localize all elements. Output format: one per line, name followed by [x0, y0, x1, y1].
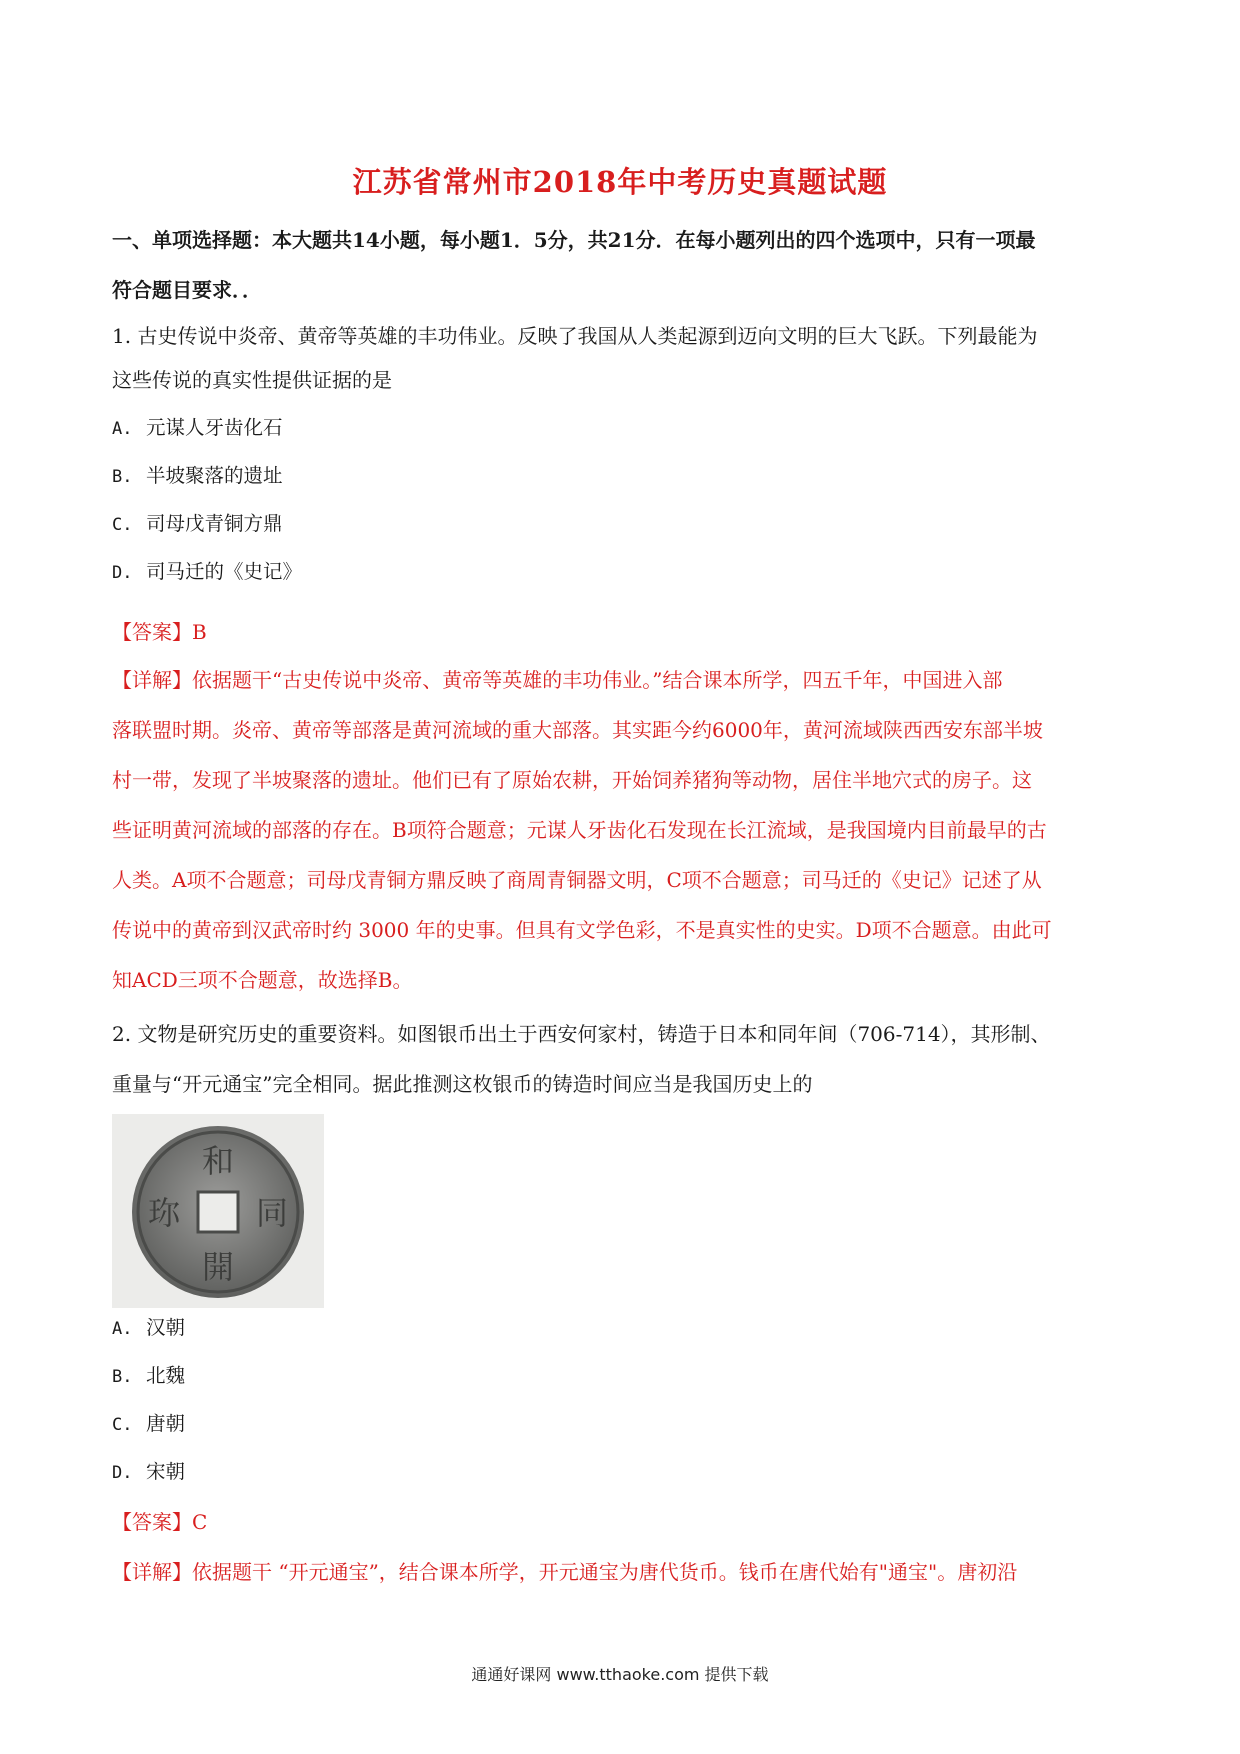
footer-source: 通通好课网 www.tthaoke.com 提供下载 — [471, 1665, 769, 1684]
q1-option-c — [112, 510, 283, 539]
coin-square-hole — [198, 1192, 238, 1232]
option-text: 北魏 — [146, 1364, 186, 1387]
option-letter: D. — [112, 1463, 133, 1483]
q1-stem-line-2: 这些传说的真实性提供证据的是 — [112, 368, 392, 392]
q1-detail-line: 些证明黄河流域的部落的存在。B项符合题意；元谋人牙齿化石发现在长江流域，是我国境内目前最早的古 — [112, 818, 1047, 842]
q2-stem-line-1: 2. 文物是研究历史的重要资料。如图银币出土于西安何家村，铸造于日本和同年间（706-714），其形制、 — [112, 1022, 1051, 1046]
q1-stem-line-1: 1. 古史传说中炎帝、黄帝等英雄的丰功伟业。反映了我国从人类起源到迈向文明的巨大飞跃。下列最能为 — [112, 324, 1038, 348]
option-text: 汉朝 — [146, 1316, 186, 1339]
q1-detail-line: 村一带，发现了半坡聚落的遗址。他们已有了原始农耕，开始饲养猪狗等动物，居住半地穴式的房子。这 — [112, 768, 1032, 792]
coin-illustration — [112, 1114, 324, 1308]
option-text: 半坡聚落的遗址 — [146, 464, 283, 487]
q1-option-a — [112, 414, 283, 443]
section-heading-line-2: 符合题目要求．． — [112, 278, 262, 302]
coin-image — [112, 1114, 324, 1308]
q2-option-b — [112, 1362, 185, 1391]
q2-option-c — [112, 1410, 185, 1439]
coin-char-left: 珎 — [147, 1194, 181, 1232]
option-text: 元谋人牙齿化石 — [146, 416, 283, 439]
q1-detail-line: 【详解】依据题干“古史传说中炎帝、黄帝等英雄的丰功伟业。”结合课本所学，四五千年，中国进入部 — [112, 668, 1003, 692]
coin-char-top: 和 — [201, 1142, 235, 1180]
q1-detail-line: 传说中的黄帝到汉武帝时约 3000 年的史事。但具有文学色彩，不是真实性的史实。D项不合题意。由此可 — [112, 918, 1052, 942]
option-letter: B. — [112, 467, 133, 487]
q2-answer: 【答案】C — [112, 1510, 208, 1534]
q2-option-d — [112, 1458, 185, 1487]
option-letter: A. — [112, 1319, 133, 1339]
option-letter: A. — [112, 419, 133, 439]
option-text: 司马迁的《史记》 — [146, 560, 303, 583]
q1-detail-line: 知ACD三项不合题意，故选择B。 — [112, 968, 413, 992]
option-text: 宋朝 — [146, 1460, 186, 1483]
q1-option-d — [112, 558, 302, 587]
option-text: 唐朝 — [146, 1412, 186, 1435]
option-text: 司母戊青铜方鼎 — [146, 512, 283, 535]
option-letter: B. — [112, 1367, 133, 1387]
option-letter: D. — [112, 563, 133, 583]
q2-detail-line: 【详解】依据题干 “开元通宝”，结合课本所学，开元通宝为唐代货币。钱币在唐代始有"通宝"。唐初沿 — [112, 1560, 1018, 1584]
section-heading-line-1: 一、单项选择题：本大题共14小题，每小题1．5分，共21分．在每小题列出的四个选项中，只有一项最 — [112, 228, 1036, 252]
q1-answer: 【答案】B — [112, 620, 207, 644]
q1-option-b — [112, 462, 283, 491]
q1-detail-line: 人类。A项不合题意；司母戊青铜方鼎反映了商周青铜器文明，C项不合题意；司马迁的《史记》记述了从 — [112, 868, 1042, 892]
option-letter: C. — [112, 515, 133, 535]
coin-char-right: 同 — [255, 1194, 289, 1232]
coin-char-bottom: 開 — [201, 1248, 235, 1286]
q2-stem-line-2: 重量与“开元通宝”完全相同。据此推测这枚银币的铸造时间应当是我国历史上的 — [112, 1072, 813, 1096]
q1-detail-line: 落联盟时期。炎帝、黄帝等部落是黄河流域的重大部落。其实距今约6000年，黄河流域陕西西安东部半坡 — [112, 718, 1043, 742]
page-title: 江苏省常州市2018年中考历史真题试题 — [352, 165, 888, 199]
option-letter: C. — [112, 1415, 133, 1435]
q2-option-a — [112, 1314, 185, 1343]
